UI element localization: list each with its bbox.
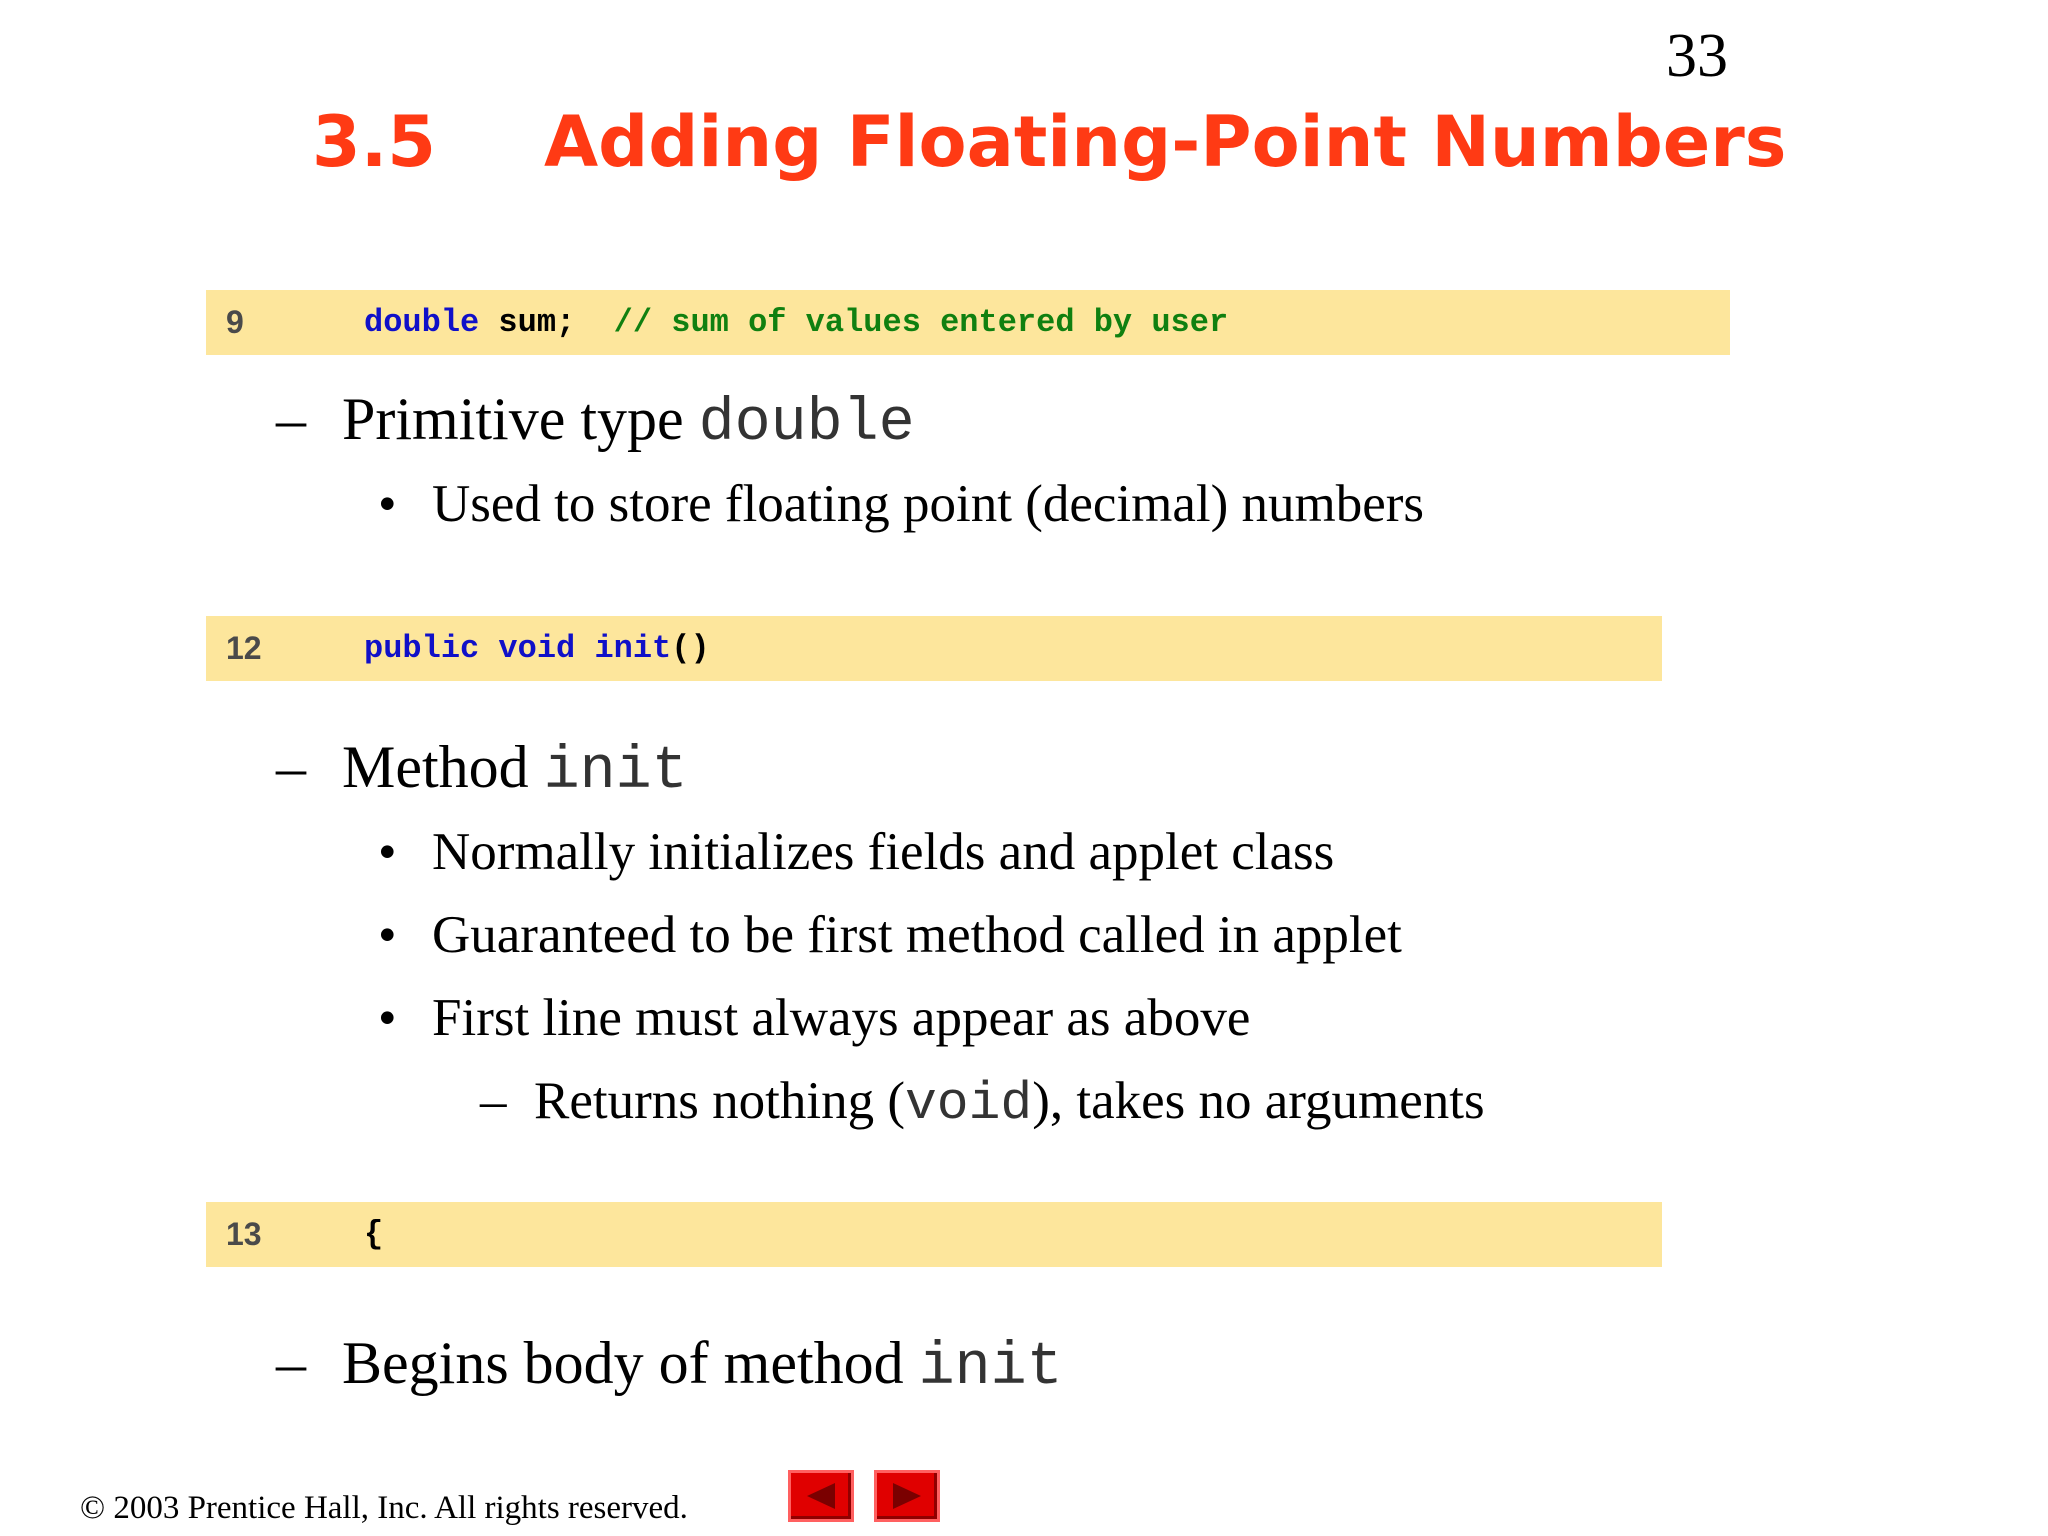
code-line-12 bbox=[206, 616, 1662, 681]
line-number: 12 bbox=[226, 630, 262, 666]
section-number: 3.5 bbox=[312, 101, 437, 183]
code-token: sum; bbox=[479, 304, 614, 341]
code-token: { bbox=[364, 1216, 384, 1253]
triangle-left-icon bbox=[791, 1473, 851, 1519]
bullet-code: void bbox=[904, 1074, 1033, 1134]
bullet-text: Primitive type bbox=[342, 386, 699, 452]
bullet-text: Returns nothing ( bbox=[534, 1072, 905, 1130]
triangle-right-icon bbox=[877, 1473, 937, 1519]
code-token: init bbox=[594, 630, 672, 667]
previous-slide-button[interactable] bbox=[788, 1470, 854, 1522]
code-token: public bbox=[364, 630, 480, 667]
bullet-primitive-type bbox=[276, 384, 915, 459]
title-text: Adding Floating-Point Numbers bbox=[544, 101, 1787, 183]
bullet-text: Used to store floating point (decimal) numbers bbox=[432, 475, 1425, 533]
code-text bbox=[364, 616, 710, 681]
bullet-marker: • bbox=[378, 475, 397, 533]
bullet-guaranteed-first bbox=[378, 903, 1402, 967]
bullet-marker: • bbox=[378, 989, 397, 1047]
code-text bbox=[364, 290, 1228, 355]
bullet-begins-body bbox=[276, 1328, 1063, 1403]
bullet-normally-initializes bbox=[378, 820, 1334, 884]
dash-marker: – bbox=[276, 1330, 306, 1396]
code-token: // sum of values entered by user bbox=[613, 304, 1229, 341]
code-token: void bbox=[498, 630, 576, 667]
code-token: () bbox=[671, 630, 710, 667]
dash-marker: – bbox=[480, 1072, 507, 1130]
next-slide-button[interactable] bbox=[874, 1470, 940, 1522]
bullet-text: Normally initializes fields and applet class bbox=[432, 823, 1335, 881]
bullet-text: Begins body of method bbox=[342, 1330, 919, 1396]
code-token bbox=[575, 630, 594, 667]
bullet-code: double bbox=[698, 390, 915, 458]
code-text bbox=[364, 1202, 383, 1267]
dash-marker: – bbox=[276, 734, 306, 800]
line-number: 13 bbox=[226, 1216, 262, 1252]
copyright-footer: © 2003 Prentice Hall, Inc. All rights reserved. bbox=[80, 1490, 688, 1526]
code-token bbox=[479, 630, 498, 667]
bullet-method-init bbox=[276, 732, 688, 807]
code-token: double bbox=[364, 304, 480, 341]
line-number: 9 bbox=[226, 304, 244, 340]
bullet-marker: • bbox=[378, 823, 397, 881]
code-line-13 bbox=[206, 1202, 1662, 1267]
bullet-text: Method bbox=[342, 734, 544, 800]
bullet-text: ), takes no arguments bbox=[1032, 1072, 1485, 1130]
bullet-code: init bbox=[543, 738, 688, 806]
bullet-text: Guaranteed to be first method called in applet bbox=[432, 906, 1402, 964]
code-line-9 bbox=[206, 290, 1730, 355]
page-number: 33 bbox=[1666, 22, 1728, 90]
bullet-used-to-store bbox=[378, 472, 1424, 536]
bullet-text: First line must always appear as above bbox=[432, 989, 1251, 1047]
bullet-code: init bbox=[918, 1334, 1063, 1402]
bullet-returns-nothing bbox=[480, 1069, 1485, 1136]
bullet-first-line bbox=[378, 986, 1250, 1050]
dash-marker: – bbox=[276, 386, 306, 452]
bullet-marker: • bbox=[378, 906, 397, 964]
